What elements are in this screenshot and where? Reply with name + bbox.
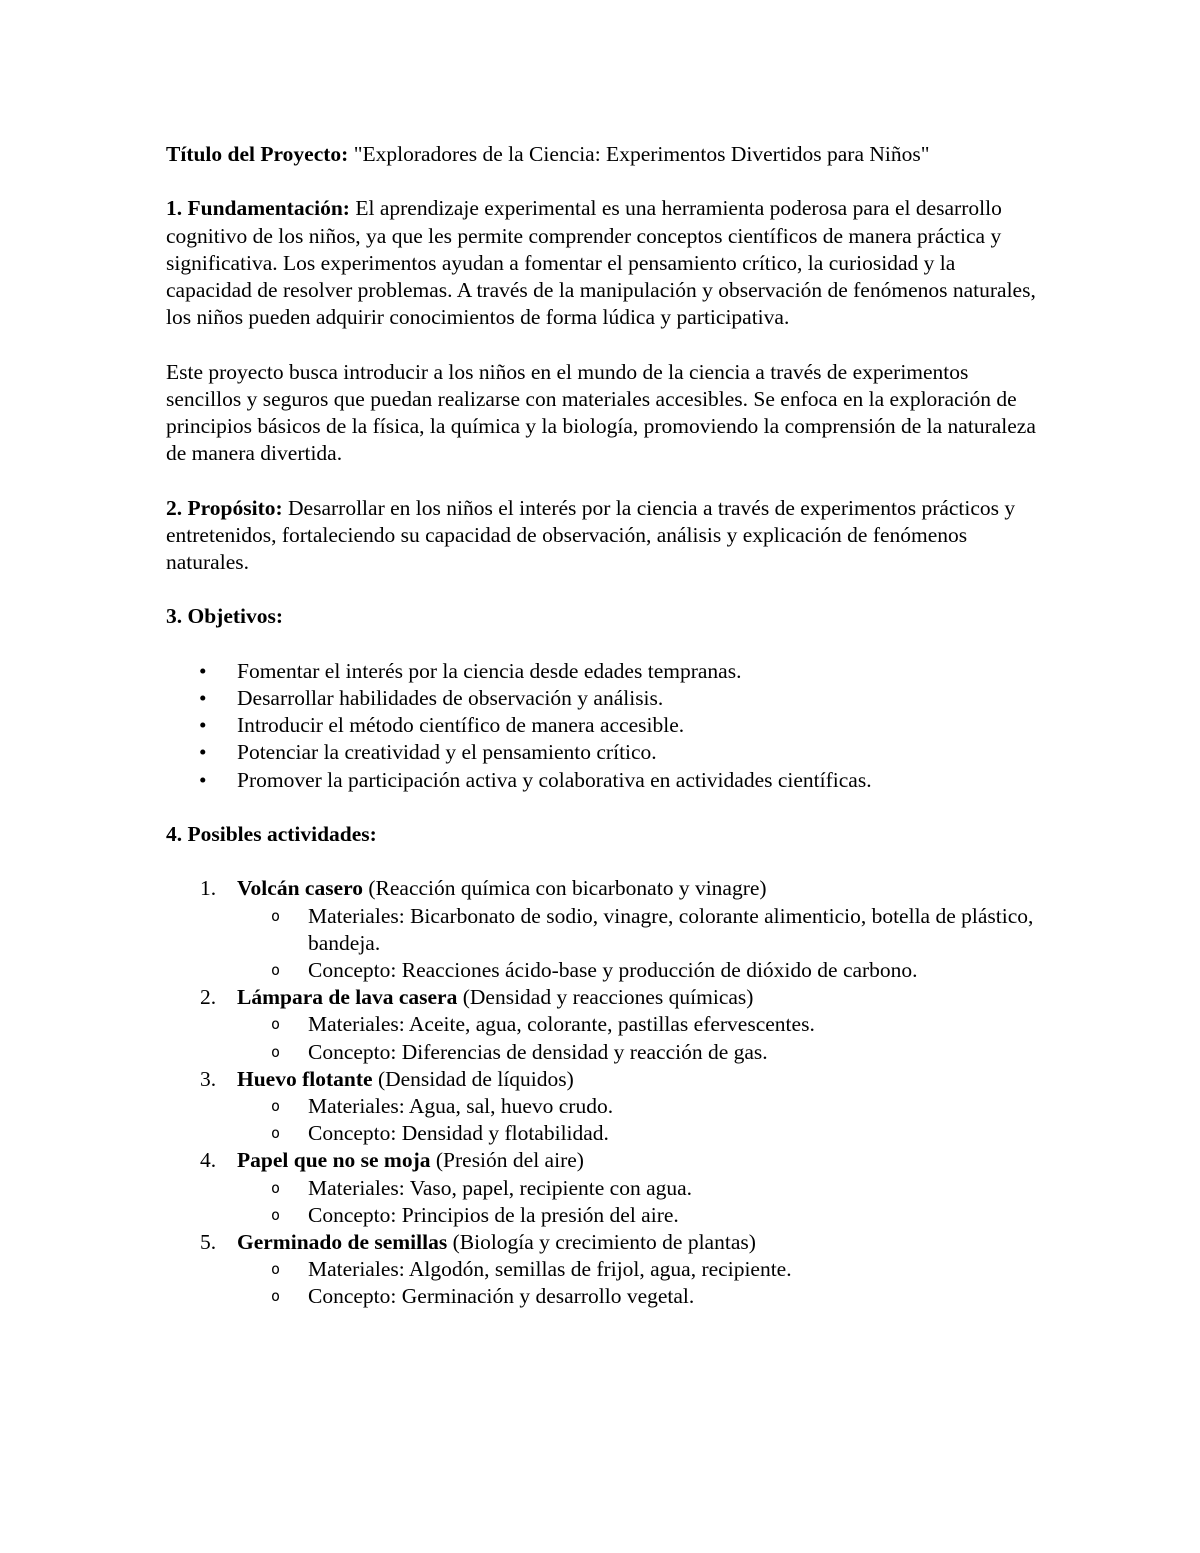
- activity-number: 2.: [200, 985, 217, 1010]
- list-item: [237, 1256, 1036, 1283]
- bullet-icon: •: [199, 740, 207, 765]
- activity-details: [237, 1011, 1036, 1065]
- activity-concepto: Concepto: Germinación y desarrollo vegetal.: [308, 1284, 695, 1309]
- circle-bullet-icon: o: [271, 1097, 281, 1115]
- circle-bullet-icon: o: [271, 1178, 281, 1197]
- bullet-icon: •: [199, 713, 207, 738]
- list-item: [166, 875, 1036, 984]
- activity-details: [237, 1256, 1036, 1310]
- list-item: [166, 1229, 1036, 1311]
- activity-name: Volcán casero: [237, 876, 364, 901]
- list-item: [166, 767, 1036, 794]
- activity-materiales: Materiales: Vaso, papel, recipiente con agua.: [308, 1175, 693, 1200]
- activity-concepto: Concepto: Diferencias de densidad y reacción de gas.: [308, 1039, 768, 1064]
- proposito-heading: 2. Propósito:: [166, 495, 283, 520]
- list-item: [237, 1202, 1036, 1229]
- activity-details: [237, 1093, 1036, 1147]
- actividades-heading: [166, 821, 1036, 848]
- activity-concepto: Concepto: Principios de la presión del aire.: [308, 1202, 679, 1227]
- objetivos-heading: [166, 603, 1036, 630]
- actividades-heading-text: 4. Posibles actividades:: [166, 821, 377, 846]
- list-item: [237, 903, 1036, 957]
- activity-number: 1.: [200, 876, 217, 901]
- activity-number: 3.: [200, 1066, 217, 1091]
- bullet-icon: •: [199, 767, 207, 792]
- list-item: [166, 1066, 1036, 1148]
- list-item: [166, 1147, 1036, 1229]
- activity-materiales: Materiales: Agua, sal, huevo crudo.: [308, 1094, 614, 1118]
- activity-name: Huevo flotante: [237, 1066, 373, 1091]
- activity-desc: (Biología y crecimiento de plantas): [447, 1230, 756, 1255]
- fundamentacion-paragraph-2: Este proyecto busca introducir a los niños en el mundo de la ciencia a través de experimentos sencillos y seguros que puedan realizarse con materiales accesibles. Se enfoca en la exploración de principios básicos de la física, la química y la biología, promoviendo la comprensión de la naturaleza de manera divertida.: [166, 359, 1036, 466]
- document-page: [166, 141, 1036, 1311]
- circle-bullet-icon: o: [271, 1260, 281, 1279]
- list-item: [237, 1120, 1036, 1147]
- circle-bullet-icon: o: [271, 1124, 281, 1143]
- list-item: [237, 1039, 1036, 1066]
- activity-desc: (Reacción química con bicarbonato y vinagre): [363, 876, 767, 901]
- activity-concepto: Concepto: Reacciones ácido-base y producción de dióxido de carbono.: [308, 957, 918, 982]
- activity-desc: (Densidad y reacciones químicas): [457, 985, 754, 1010]
- actividades-list: [166, 875, 1036, 1310]
- list-item: [237, 1011, 1036, 1038]
- list-item: [166, 658, 1036, 685]
- project-title: [166, 141, 1036, 168]
- activity-name: Papel que no se moja: [237, 1148, 431, 1173]
- activity-name: Lámpara de lava casera: [237, 985, 458, 1010]
- circle-bullet-icon: o: [271, 906, 281, 925]
- activity-desc: (Densidad de líquidos): [372, 1066, 574, 1091]
- proposito-paragraph: [166, 495, 1036, 577]
- activity-desc: (Presión del aire): [430, 1148, 584, 1173]
- objetivo-text: Potenciar la creatividad y el pensamiento crítico.: [237, 740, 657, 765]
- objetivo-text: Promover la participación activa y colaborativa en actividades científicas.: [237, 767, 872, 792]
- list-item: [237, 1283, 1036, 1310]
- objetivos-heading-text: 3. Objetivos:: [166, 604, 284, 629]
- circle-bullet-icon: o: [271, 1205, 281, 1224]
- bullet-icon: •: [199, 658, 207, 683]
- objetivos-list: [166, 658, 1036, 794]
- circle-bullet-icon: o: [271, 1042, 281, 1061]
- activity-materiales: Materiales: Bicarbonato de sodio, vinagre, colorante alimenticio, botella de plástico, bandeja.: [308, 903, 1034, 955]
- fundamentacion-paragraph-1: [166, 195, 1036, 331]
- list-item: [237, 1093, 1036, 1120]
- objetivo-text: Introducir el método científico de manera accesible.: [237, 713, 685, 738]
- objetivo-text: Fomentar el interés por la ciencia desde edades tempranas.: [237, 658, 742, 683]
- list-item: [237, 957, 1036, 984]
- bullet-icon: •: [199, 685, 207, 710]
- activity-number: 4.: [200, 1148, 217, 1173]
- project-title-label: Título del Proyecto:: [166, 142, 349, 166]
- circle-bullet-icon: o: [271, 1015, 281, 1034]
- activity-name: Germinado de semillas: [237, 1230, 448, 1255]
- activity-details: [237, 903, 1036, 985]
- fundamentacion-heading: 1. Fundamentación:: [166, 196, 350, 221]
- activity-details: [237, 1175, 1036, 1229]
- proposito-text: Desarrollar en los niños el interés por la ciencia a través de experimentos prácticos y entretenidos, fortaleciendo su capacidad de observación, análisis y explicación de fenómenos naturales.: [166, 495, 1016, 574]
- list-item: [166, 984, 1036, 1066]
- activity-concepto: Concepto: Densidad y flotabilidad.: [308, 1121, 609, 1146]
- activity-materiales: Materiales: Aceite, agua, colorante, pastillas efervescentes.: [308, 1012, 815, 1037]
- activity-materiales: Materiales: Algodón, semillas de frijol, agua, recipiente.: [308, 1257, 792, 1282]
- list-item: [166, 712, 1036, 739]
- list-item: [237, 1175, 1036, 1202]
- project-title-text: "Exploradores de la Ciencia: Experimentos Divertidos para Niños": [348, 142, 930, 166]
- circle-bullet-icon: o: [271, 1287, 281, 1306]
- circle-bullet-icon: o: [271, 960, 281, 979]
- list-item: [166, 685, 1036, 712]
- fundamentacion-text-1: El aprendizaje experimental es una herramienta poderosa para el desarrollo cognitivo de los niños, ya que les permite comprender conceptos científicos de manera práctica y significativa. Los experimentos ayudan a fomentar el pensamiento crítico, la curiosidad y la capacidad de resolver problemas. A través de la manipulación y observación de fenómenos naturales, los niños pueden adquirir conocimientos de forma lúdica y participativa.: [166, 196, 1036, 330]
- list-item: [166, 739, 1036, 766]
- activity-number: 5.: [200, 1230, 217, 1255]
- objetivo-text: Desarrollar habilidades de observación y análisis.: [237, 685, 664, 710]
